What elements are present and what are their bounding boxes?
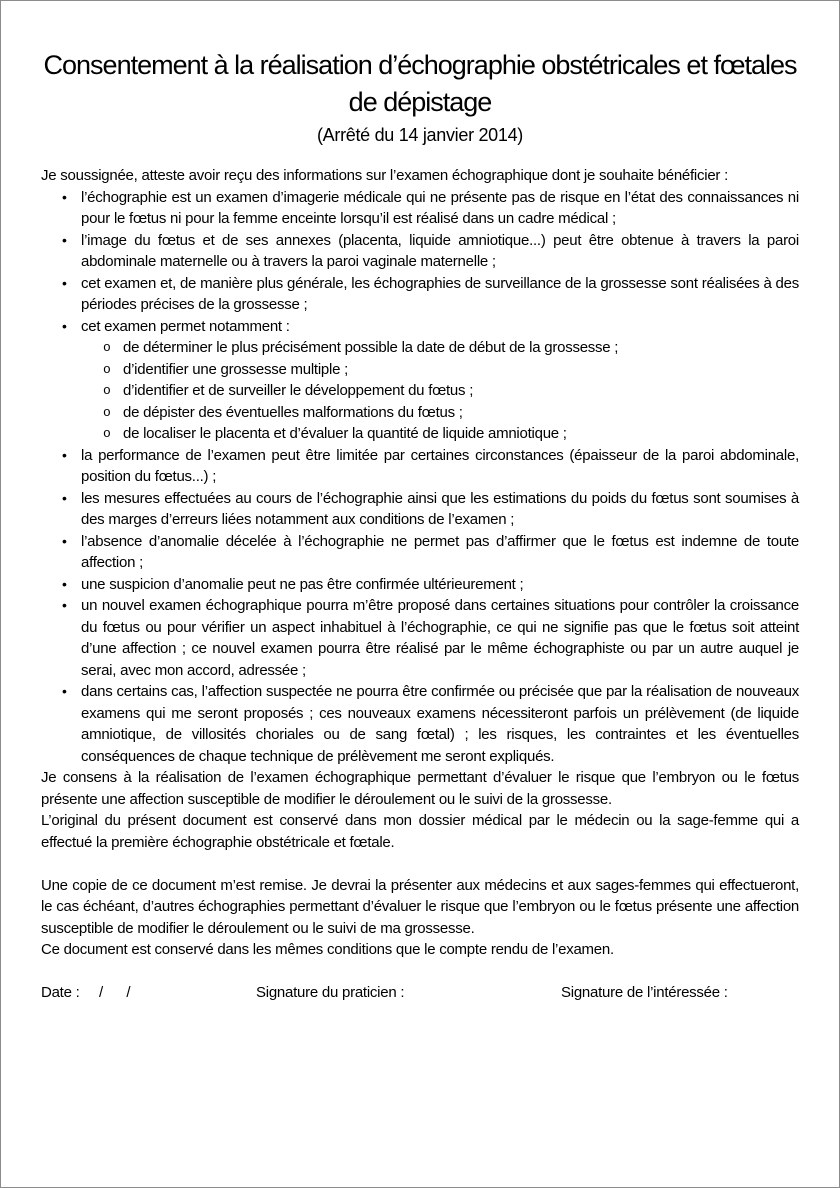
bullet-icon: • (62, 575, 67, 592)
sub-list-item-text: de dépister des éventuelles malformations du fœtus ; (123, 403, 463, 421)
document-retention-paragraph: Ce document est conservé dans les mêmes conditions que le compte rendu de l’examen. (41, 941, 614, 958)
circle-bullet-icon: o (103, 383, 111, 398)
bullet-icon: • (62, 532, 67, 549)
list-item (41, 316, 799, 338)
bullet-icon: • (62, 489, 67, 506)
sub-list-item (41, 359, 799, 381)
blank-line (41, 961, 799, 983)
sub-list-item-text: d’identifier une grossesse multiple ; (123, 360, 349, 378)
list-item-text: cet examen permet notamment : (81, 317, 290, 335)
signature-row (41, 982, 799, 1004)
bullet-icon: • (62, 446, 67, 463)
list-item-text: la performance de l’examen peut être limitée par certaines circonstances (épaisseur de la paroi abdominale, position du fœtus...) ; (81, 446, 799, 485)
list-item (41, 595, 799, 681)
list-item (41, 230, 799, 273)
bullet-icon: • (62, 597, 67, 613)
sub-list-item (41, 380, 799, 402)
list-item-text: une suspicion d’anomalie peut ne pas être confirmée ultérieurement ; (81, 575, 524, 593)
practitioner-signature-label: Signature du praticien : (256, 984, 405, 1001)
bullet-list (41, 187, 799, 768)
bullet-icon: • (62, 231, 67, 248)
blank-line (41, 853, 799, 875)
document-title-line-1: Consentement à la réalisation d’échographie obstétricales et fœtales (43, 50, 797, 80)
document-subtitle: (Arrêté du 14 janvier 2014) (316, 125, 524, 145)
list-item-text: un nouvel examen échographique pourra m’être proposé dans certaines situations pour contrôler la croissance du fœtus ou pour vérifier un aspect inhabituel à l’échographie, ce qui ne signifie pas que le fœtus soit atteint d’une affection ; ce nouvel examen pourra être réalisé par le même échographiste ou par un autre auquel je serai, avec mon accord, adressée ; (81, 597, 799, 679)
bullet-icon: • (62, 188, 67, 205)
sub-list-item-text: de localiser le placenta et d’évaluer la quantité de liquide amniotique ; (123, 425, 567, 442)
date-label: Date : (41, 984, 80, 1001)
document-title-line-2: de dépistage (348, 87, 492, 117)
list-item (41, 273, 799, 316)
list-item (41, 445, 799, 488)
bullet-icon: • (62, 683, 67, 699)
sub-list-item (41, 402, 799, 424)
list-item (41, 488, 799, 531)
sub-list-item-text: d’identifier et de surveiller le développement du fœtus ; (123, 382, 474, 399)
list-item-text: l’absence d’anomalie décelée à l’échographie ne permet pas d’affirmer que le fœtus est indemne de toute affection ; (81, 532, 799, 571)
circle-bullet-icon: o (103, 340, 111, 355)
sub-list-item (41, 337, 799, 359)
intro-paragraph: Je soussignée, atteste avoir reçu des informations sur l’examen échographique dont je souhaite bénéficier : (41, 167, 729, 184)
copy-paragraph: Une copie de ce document m’est remise. Je devrai la présenter aux médecins et aux sages-femmes qui effectueront, le cas échéant, d’autres échographies permettant d’évaluer le risque que l’embryon ou le fœtus présente une affection susceptible de modifier le déroulement ou le suivi de ma grossesse. (41, 876, 799, 937)
bullet-icon: • (62, 274, 67, 291)
consent-paragraph: Je consens à la réalisation de l’examen échographique permettant d’évaluer le risque que l’embryon ou le fœtus présente une affection susceptible de modifier le déroulement ou le suivi de la grossesse. (41, 769, 799, 808)
bullet-icon: • (62, 317, 67, 334)
list-item (41, 187, 799, 230)
list-item-text: l’échographie est un examen d’imagerie médicale qui ne présente pas de risque en l’état des connaissances ni pour le fœtus ni pour la femme enceinte lorsqu’il est réalisé dans un cadre médical ; (81, 188, 799, 227)
interested-signature-label: Signature de l’intéressée : (561, 984, 728, 1001)
sub-list-item (41, 423, 799, 445)
original-retention-paragraph: L’original du présent document est conservé dans mon dossier médical par le médecin ou la sage-femme qui a effectué la première échographie obstétricale et fœtale. (41, 812, 799, 851)
list-item-text: cet examen et, de manière plus générale, les échographies de surveillance de la grossesse sont réalisées à des périodes précises de la grossesse ; (81, 274, 799, 313)
circle-bullet-icon: o (103, 426, 111, 441)
list-item-text: les mesures effectuées au cours de l’échographie ainsi que les estimations du poids du fœtus sont soumises à des marges d’erreurs liées notamment aux conditions de l’examen ; (81, 489, 799, 528)
circle-bullet-icon: o (103, 404, 111, 420)
document-title (41, 47, 799, 121)
list-item (41, 574, 799, 596)
list-item-text: l’image du fœtus et de ses annexes (placenta, liquide amniotique...) peut être obtenue à travers la paroi abdominale maternelle ou à travers la paroi vaginale maternelle ; (81, 231, 799, 270)
list-item-text: dans certains cas, l’affection suspectée ne pourra être confirmée ou précisée que par la réalisation de nouveaux examens qui me seront proposés ; ces nouveaux examens nécessiteront parfois un prélèvement (de liquide amniotique, de villosités choriales ou de sang fœtal) ; les risques, les contraintes et les éventuelles conséquences de chaque technique de prélèvement me seront expliqués. (81, 683, 799, 765)
circle-bullet-icon: o (103, 361, 111, 377)
sub-list-item-text: de déterminer le plus précisément possible la date de début de la grossesse ; (123, 339, 619, 356)
list-item (41, 531, 799, 574)
list-item (41, 681, 799, 767)
date-slashes: / / (99, 984, 131, 1001)
